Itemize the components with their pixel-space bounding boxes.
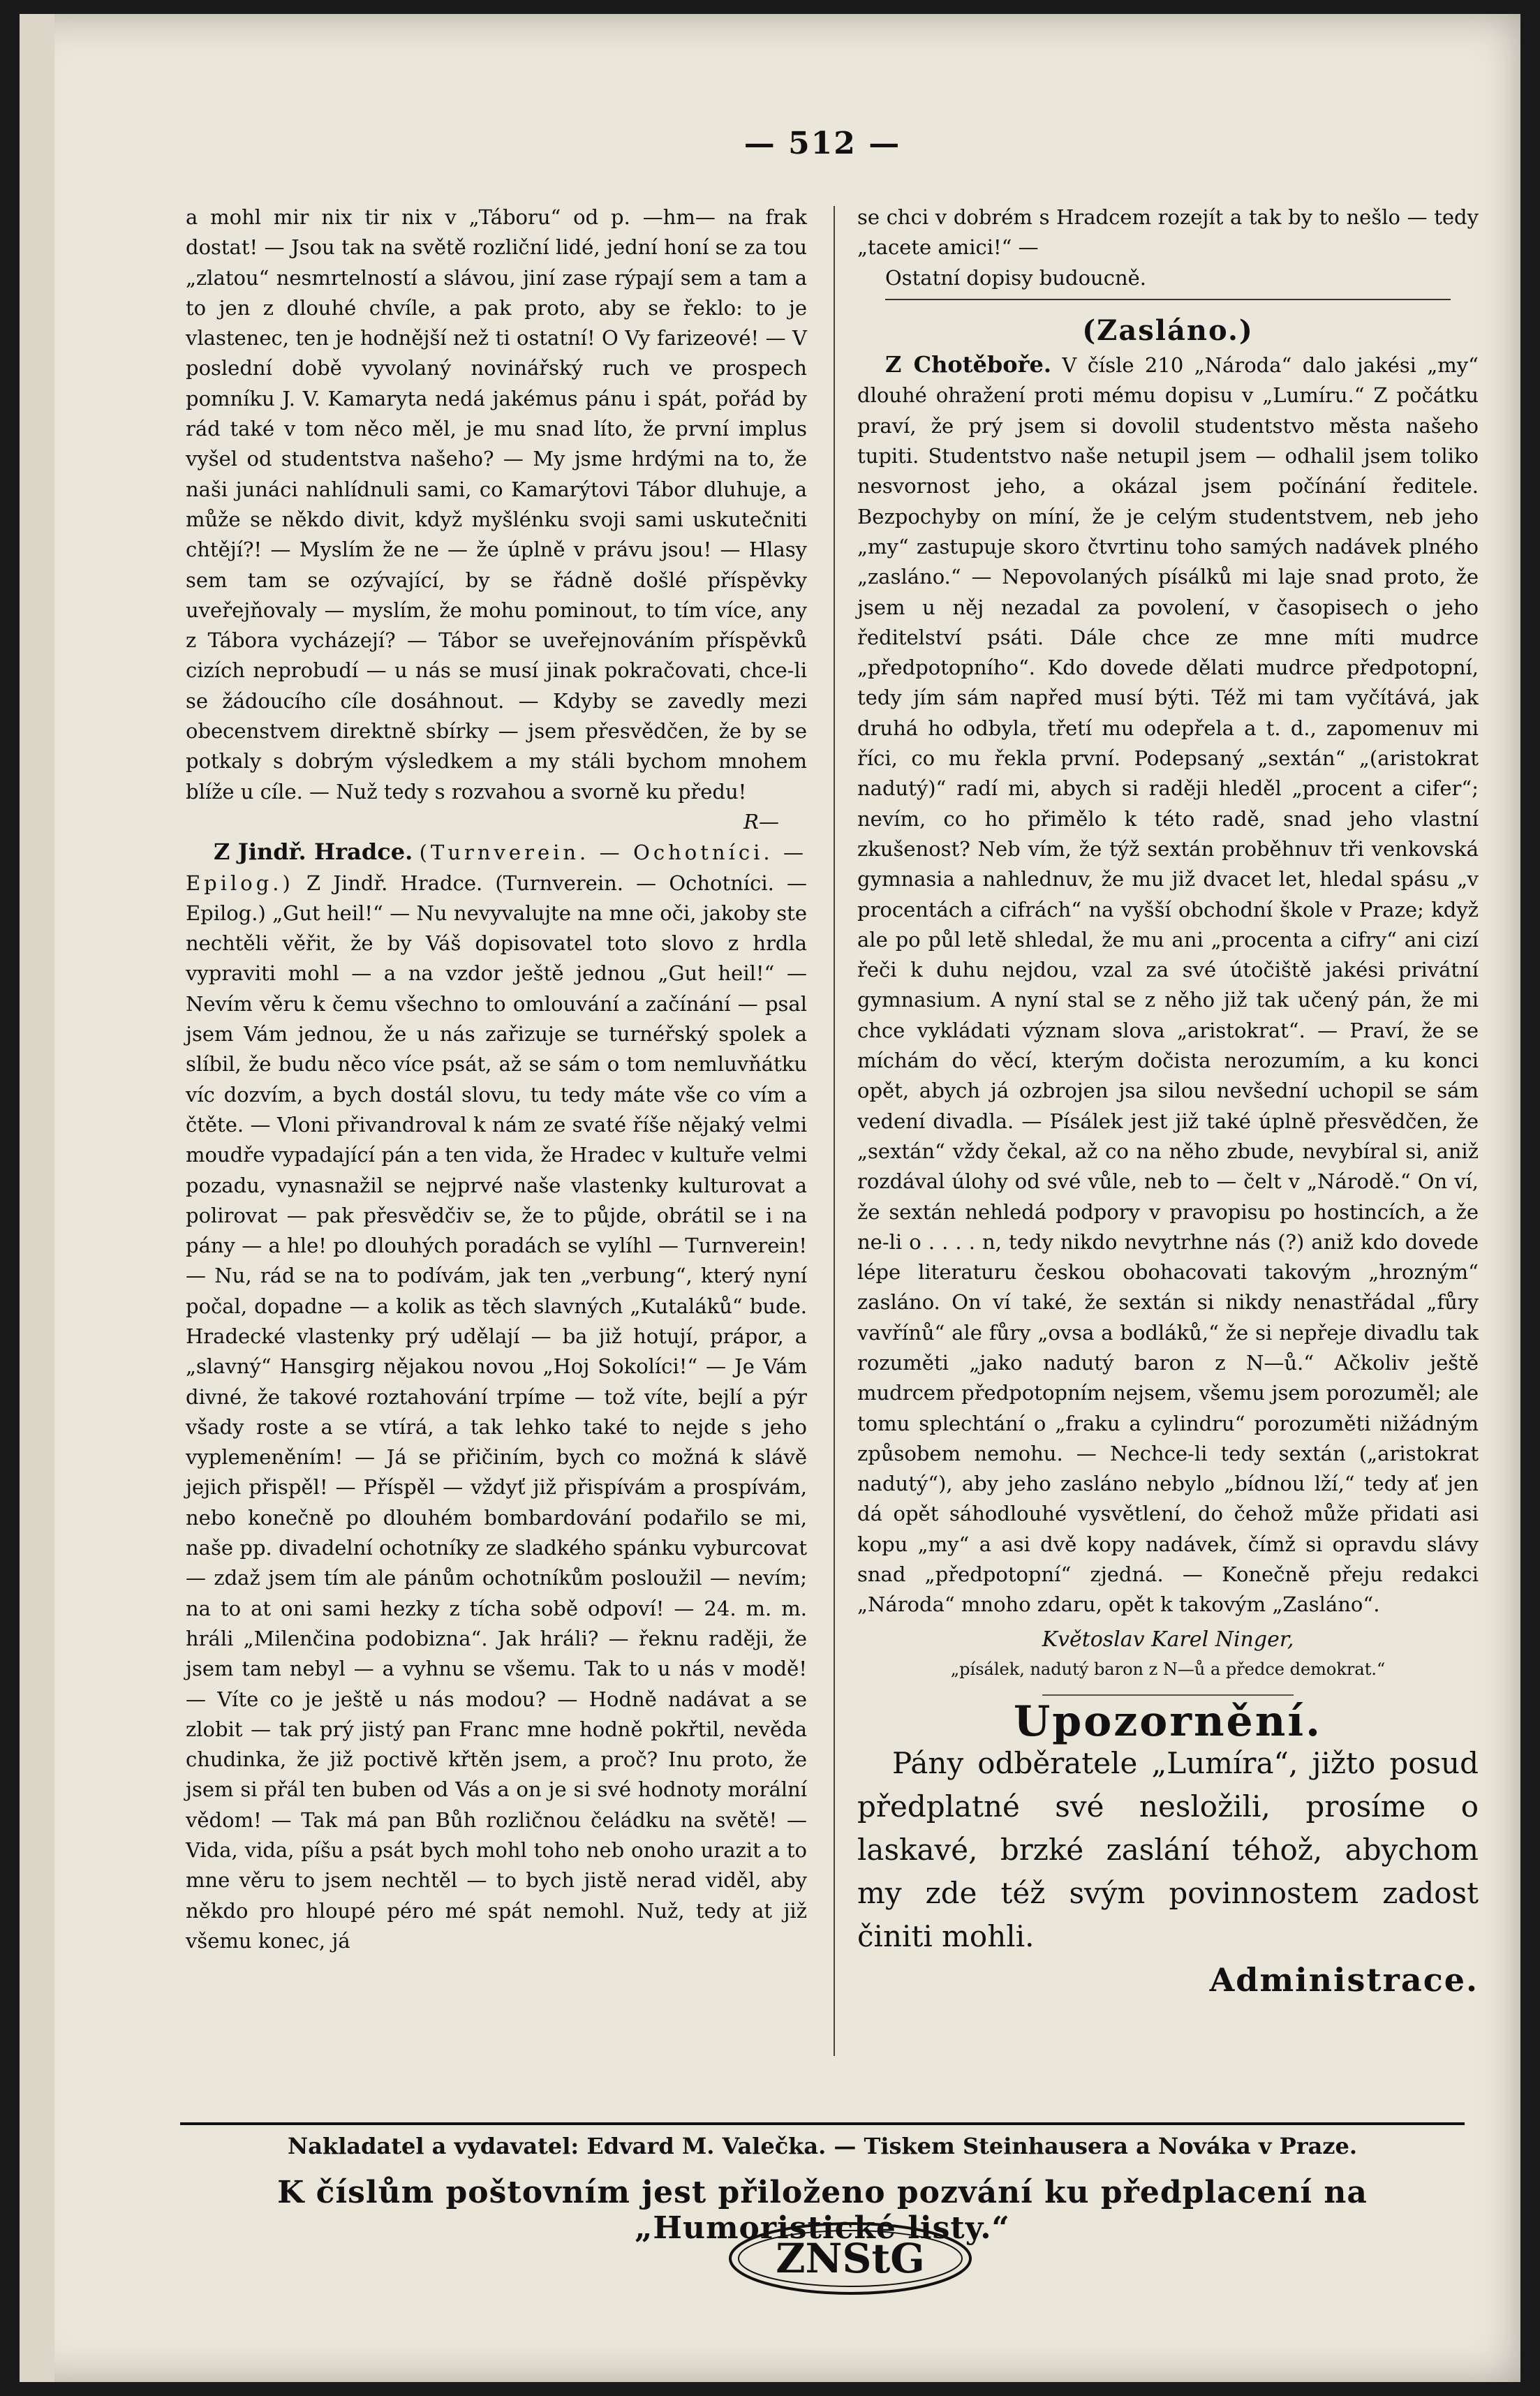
zaslano-body: V čísle 210 „Národa“ dalo jakési „my“ dlouhé ohražení proti mému dopisu v „Lumíru.“ Z počátku praví, že prý jsem si dovolil studentstvo města našeho tupiti. Studentstvo naše netupil jsem — odhalil jsem toliko nesvornost jeho, a okázal jsem počínání ředitele. Bezpochyby on míní, že je celým studentstvem, neb jeho „my“ zastupuje skoro čtvrtinu toho samých nadávek plného „zasláno.“ — Nepovolaných písálků mi laje snad proto, že jsem u něj nezadal za povolení, v časopisech o jeho ředitelství psáti. Dále chce ze mne míti mudrce „předpotopního“. Kdo dovede dělati mudrce předpotopní, tedy jím sám napřed musí býti. Též mi tam vyčítává, jak druhá ho odbyla, třetí mu odepřela a t. d., zapomenuv mi říci, co mu řekla první. Podepsaný „sextán“ „(aristokrat nadutý)“ radí mi, abych si raději hleděl „procent a cifer“; nevím, co ho přimělo k této radě, snad jeho vlastní zkušenost? Neb vím, že týž sextán proběhnuv tři venkovská gymnasia a nahlednuv, že mu již dvacet let, hledal spásu „v procentách a cifrách“ na vyšší obchodní škole v Praze; když ale po půl letě shledal, že mu ani „procenta a cifry“ ani cizí řeči k duhu nejdou, vzal za své útočiště jakési privátní gymnasium. A nyní stal se z něho již tak učený pán, že mi chce vykládati význam slova „aristokrat“. — Praví, že se míchám do věcí, kterým dočista nerozumím, a ku konci opět, abych já ozbrojen jsa silou nevšední uchopil se sám vedení divadla. — Písálek jest již také úplně přesvědčen, že „sextán“ vždy čekal, až co na něho zbude, nevybíral si, aniž rozdával úlohy od své vůle, neb to — čelt v „Národě.“ On ví, že sextán nehledá podpory v pravopisu po hostincích, a že ne-li o . . . . n, tedy nikdo nevytrhne nás (?) aniž kdo dovede lépe literaturu českou obohacovati takovým „hrozným“ zasláno. On ví také, že sextán si nikdy nenastřádal „fůry vavřínů“ ale fůry „ovsa a bodláků,“ že si nepřeje divadlu tak rozuměti „jako nadutý baron z N—ů.“ Ačkoliv ještě mudrcem předpotopním nejsem, všemu jsem porozuměl; ale tomu splechtání o „fraku a cylindru“ porozuměti nižádným způsobem nemohu. — Nechce-li tedy sextán („aristokrat nadutý“), aby jeho zasláno nebylo „bídnou lží,“ tedy ať jen dá opět sáhodlouhé vysvětlení, do čehož může přidati asi kopu „my“ a asi dvě kopy nadávek, čímž si opravdu slávy snad „předpotopní“ zjedná. — Konečně přeju redakci „Národa“ mnoho zdaru, opět k takovým „Zasláno“.: [857, 353, 1479, 1617]
publisher-line: Nakladatel a vydavatel: Edvard M. Valečka. — Tiskem Steinhausera a Nováka v Praze.: [288, 2133, 1357, 2159]
zaslano-article: [857, 350, 1479, 1620]
library-stamp: [725, 2217, 976, 2300]
zaslano-place: Z Chotěboře.: [885, 351, 1051, 378]
closing-line: Ostatní dopisy budoucně.: [885, 265, 1147, 290]
newspaper-page: [159, 105, 1486, 2282]
supplement-line: K číslům poštovním jest přiloženo pozvání ku předplacení na „Humoristické listy.“: [277, 2175, 1368, 2246]
notice-heading: Upozornění.: [1013, 1697, 1323, 1747]
scanned-page: [20, 14, 1520, 2382]
footer-rule: [180, 2122, 1465, 2125]
right-column: [857, 202, 1479, 1999]
signature-r: R—: [743, 809, 779, 834]
page-number: — 512 —: [743, 126, 901, 161]
left-column: [186, 202, 807, 2073]
notice-signature: Administrace.: [1209, 1960, 1479, 1999]
carryover-text: se chci v dobrém s Hradcem rozejít a tak by to nešlo — tedy „tacete amici!“ —: [857, 205, 1479, 260]
signature-note: „písálek, nadutý baron z N—ů a předce demokrat.“: [950, 1659, 1386, 1679]
signature-name: Květoslav Karel Ninger,: [1042, 1627, 1294, 1652]
section-rule: [885, 299, 1451, 300]
binding-edge: [20, 14, 54, 2382]
article-taborsko: a mohl mir nix tir nix v „Táboru“ od p. —hm— na frak dostat! — Jsou tak na světě rozliční lidé, jední honí se za tou „zlatou“ nesmrtelností a slávou, jiní zase rýpají sem a tam a to jen z dlouhé chvíle, a pak proto, aby se řeklo: to je vlastenec, ten je hodnější než ti ostatní! O Vy farizeové! — V poslední době vyvolaný novinářský ruch ve prospech pomníku J. V. Kamaryta nedá jakémus pánu i spát, pořád by rád také v tom něco měl, je mu snad líto, že první implus vyšel od studentstva našeho? — My jsme hrdými na to, že naši junáci nahlídnuli sami, co Kamarýtovi Tábor dluhuje, a může se někdo divit, když myšlénku svoji sami uskutečniti chtějí?! — Myslím že ne — že úplně v právu jsou! — Hlasy sem tam se ozývající, by se řádně došlé příspěvky uveřejňovaly — myslím, že mohu pominout, to tím více, any z Tábora vycházejí? — Tábor se uveřejnováním příspěvků cizích neprobudí — u nás se musí jinak pokračovati, chce-li se žádoucího cíle dosáhnout. — Kdyby se zavedly mezi obecenstvem direktně sbírky — jsem přesvědčen, že by se potkaly s dobrým výsledkem a my stáli bychom mnohem blíže u cíle. — Nuž tedy s rozvahou a svorně ku předu!: [186, 205, 807, 804]
column-separator: [834, 206, 835, 2056]
article-jindrichuv-hradec: [186, 837, 807, 1956]
notice-text: Pány odběratele „Lumíra“, jižto posud předplatné své nesložili, prosíme o laskavé, brzké zaslání téhož, abychom my zde též svým povinnostem zadost činiti mohli.: [857, 1745, 1479, 1953]
stamp-text: ZNStG: [776, 2235, 925, 2282]
article-body: Z Jindř. Hradce. (Turnverein. — Ochotníci. — Epilog.) „Gut heil!“ — Nu nevyvalujte na mne oči, jakoby ste nechtěli věřit, že by Váš dopisovatel toto slovo z hrdla vypraviti mohl — a na vzdor ještě jednou „Gut heil!“ — Nevím věru k čemu všechno to omlouvání a začínání — psal jsem Vám jednou, že u nás zařizuje se turnéřský spolek a slíbil, že budu něco více psát, až se sám o tom nemluvňátku víc dozvím, a bych dostál slovu, tu tedy máte vše co vím a čtěte. — Vloni přivandroval k nám ze svaté říše nějaký velmi moudře vypadající pán a ten vida, že Hradec v kultuře velmi pozadu, vynasnažil se nejprvé naše vlastenky kulturovat a polirovat — pak přesvědčiv se, že to půjde, obrátil se i na pány — a hle! po dlouhých poradách se vylíhl — Turnverein! — Nu, rád se na to podívám, jak ten „verbung“, který nyní počal, dopadne — a kolik as těch slavných „Kutaláků“ bude. Hradecké vlastenky prý udělají — ba již hotují, prápor, a „slavný“ Hansgirg nějakou novou „Hoj Sokolíci!“ — Je Vám divné, že takové roztahování trpíme — tož víte, bejlí a pýr všady roste a se vtírá, a tak lehko také to nejde s jeho vyplemeněním! — Já se přičiním, bych co možná k slávě jejich přispěl! — Příspěl — vždyť již přispívám a prospívám, nebo konečně po dlouhém bombardování podařilo se mi, naše pp. divadelní ochotníky ze sladkého spánku vyburcovat — zdaž jsem tím ale pánům ochotníkům posloužil — nevím; na to at oni sami hezky z tícha sobě odpoví! — 24. m. m. hráli „Milenčina podobizna“. Jak hráli? — řeknu raději, že jsem tam nebyl — a vyhnu se všemu. Tak to u nás v modě! — Víte co je ještě u nás modou? — Hodně nadávat a se zlobit — tak prý jistý pan Franc mne hodně pokřtil, nevěda chudinka, že již poctivě křtěn jsem, a proč? Inu proto, že jsem si přál ten buben od Vás a on je si své hodnoty morální vědom! — Tak má pan Bůh rozličnou čeládku na světě! — Vida, vida, píšu a psát bych mohl toho neb onoho urazit a to mne věru to jsem nechtěl — to bych jistě nerad viděl, aby někdo pro hloupé péro mé spát nemohl. Nuž, tedy at již všemu konec, já: [186, 871, 808, 1953]
topic-label: (Turnverein. — Ochotníci. — Epilog.): [186, 841, 808, 895]
place-label: Z Jindř. Hradce.: [214, 838, 413, 866]
notice-box: [857, 1742, 1479, 2002]
notice-rule: [1042, 1694, 1294, 1696]
section-heading-zaslano: (Zasláno.): [1082, 313, 1254, 347]
